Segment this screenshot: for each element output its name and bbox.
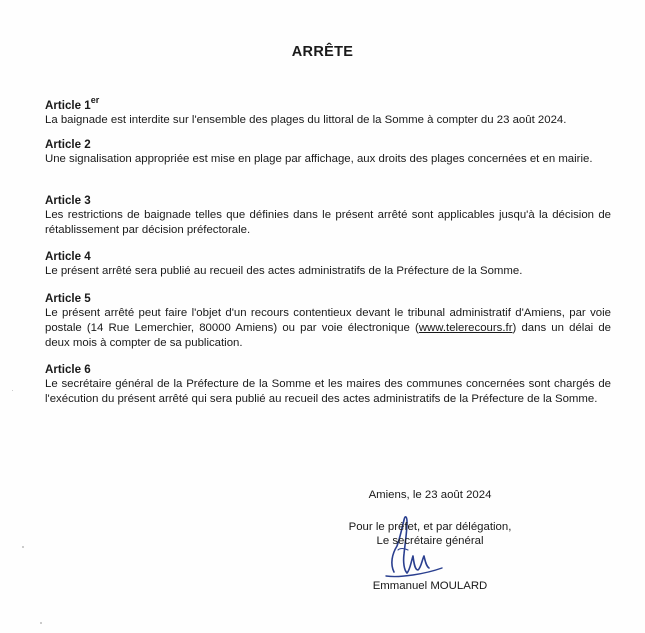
article-4-heading: Article 4 [45, 250, 91, 263]
document-title: ARRÊTE [291, 44, 354, 60]
article-3-body: Les restrictions de baignade telles que définies dans le présent arrêté sont applicables jusqu'à la décision de rétablissement par décision préfectorale. [45, 209, 611, 236]
signature-delegation-line: Pour le préfet, et par délégation, [348, 521, 512, 533]
article-5-body-text-before: Le présent arrêté peut faire l'objet d'un recours contentieux devant le tribunal administratif d'Amiens, par voie postale (14 Rue Lemerchier, 80000 Amiens) ou par voie électronique ( [45, 307, 611, 334]
signature-role-line: Le secrétaire général [376, 535, 484, 547]
article-6-heading: Article 6 [45, 363, 91, 376]
article-1-body: La baignade est interdite sur l'ensemble des plages du littoral de la Somme à compter du 23 août 2024. [45, 113, 567, 126]
signature-place-date: Amiens, le 23 août 2024 [368, 489, 492, 501]
article-5 [45, 292, 611, 351]
article-6-body: Le secrétaire général de la Préfecture de la Somme et les maires des communes concernées sont chargés de l'exécution du présent arrêté qui sera publié au recueil des actes administratifs de la Préfecture de la Somme. [45, 378, 611, 405]
article-1-heading-superscript: er [90, 95, 100, 105]
scan-speck [22, 546, 24, 548]
telerecours-link[interactable]: www.telerecours.fr [418, 322, 513, 334]
article-1-heading [45, 94, 611, 113]
article-5-body-text-after: ) dans un délai de deux mois à compter de sa publication. [45, 322, 611, 349]
article-1 [45, 94, 611, 128]
article-3 [45, 194, 611, 238]
article-2-body: Une signalisation appropriée est mise en plage par affichage, aux droits des plages concernées et en mairie. [45, 153, 593, 165]
article-4 [45, 250, 611, 279]
signatory-name: Emmanuel MOULARD [372, 580, 488, 592]
article-4-body: Le présent arrêté sera publié au recueil des actes administratifs de la Préfecture de la Somme. [45, 265, 523, 277]
scan-speck [40, 622, 42, 624]
article-5-body [45, 306, 611, 351]
scan-speck [12, 390, 13, 391]
article-6 [45, 363, 611, 407]
article-1-heading-text: Article 1 [45, 98, 91, 112]
article-3-heading: Article 3 [45, 194, 91, 207]
article-5-heading: Article 5 [45, 292, 91, 305]
article-2 [45, 138, 611, 167]
article-2-heading: Article 2 [45, 138, 91, 151]
